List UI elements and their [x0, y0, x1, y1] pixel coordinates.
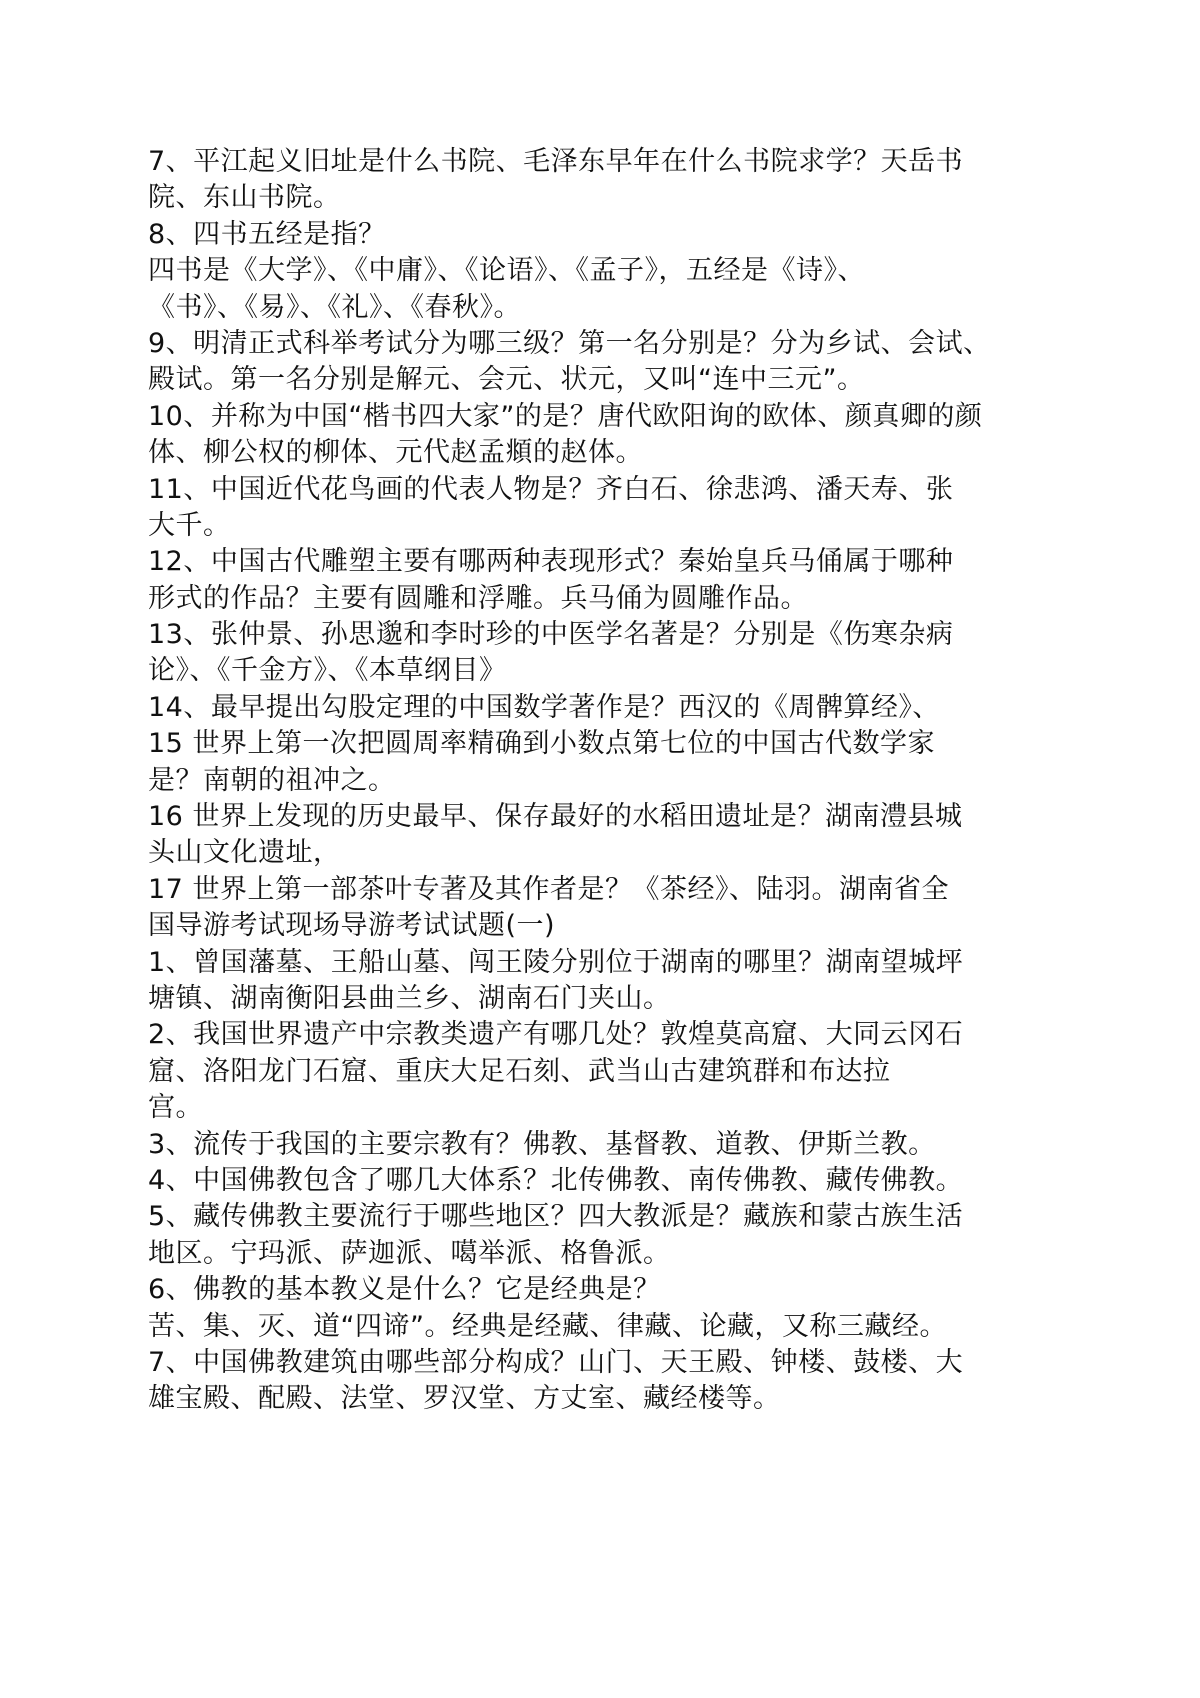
text-line: 苦、集、灭、道“四谛”。经典是经藏、律藏、论藏，又称三藏经。 — [148, 1310, 947, 1342]
text-line: 17 世界上第一部茶叶专著及其作者是？《茶经》、陆羽。湖南省全 — [148, 873, 949, 905]
text-line: 体、柳公权的柳体、元代赵孟頫的赵体。 — [148, 437, 643, 469]
text-line: 《书》、《易》、《礼》、《春秋》。 — [148, 291, 521, 323]
text-line: 院、东山书院。 — [148, 182, 341, 214]
text-line: 四书是《大学》、《中庸》、《论语》、《孟子》，五经是《诗》、 — [148, 255, 865, 287]
text-line: 1、曾国藩墓、王船山墓、闯王陵分别位于湖南的哪里？湖南望城坪 — [148, 946, 964, 978]
text-line: 塘镇、湖南衡阳县曲兰乡、湖南石门夹山。 — [148, 982, 671, 1014]
text-line: 形式的作品？主要有圆雕和浮雕。兵马俑为圆雕作品。 — [148, 582, 808, 614]
text-line: 雄宝殿、配殿、法堂、罗汉堂、方丈室、藏经楼等。 — [148, 1383, 781, 1415]
text-line: 13、张仲景、孙思邈和李时珍的中医学名著是？分别是《伤寒杂病 — [148, 619, 954, 651]
text-line: 是？南朝的祖冲之。 — [148, 764, 396, 796]
text-line: 大千。 — [148, 509, 231, 541]
text-line: 6、佛教的基本教义是什么？它是经典是？ — [148, 1274, 661, 1306]
text-line: 10、并称为中国“楷书四大家”的是？唐代欧阳询的欧体、颜真卿的颜 — [148, 400, 983, 432]
text-line: 14、最早提出勾股定理的中国数学著作是？西汉的《周髀算经》、 — [148, 691, 940, 723]
text-line: 殿试。第一名分别是解元、会元、状元，又叫“连中三元”。 — [148, 364, 865, 396]
text-line: 论》、《千金方》、《本草纲目》 — [148, 655, 507, 687]
text-line: 12、中国古代雕塑主要有哪两种表现形式？秦始皇兵马俑属于哪种 — [148, 546, 954, 578]
text-line: 7、中国佛教建筑由哪些部分构成？山门、天王殿、钟楼、鼓楼、大 — [148, 1346, 964, 1378]
text-line: 15 世界上第一次把圆周率精确到小数点第七位的中国古代数学家 — [148, 728, 935, 760]
text-line: 11、中国近代花鸟画的代表人物是？齐白石、徐悲鸿、潘天寿、张 — [148, 473, 954, 505]
text-line: 窟、洛阳龙门石窟、重庆大足石刻、武当山古建筑群和布达拉 — [148, 1055, 891, 1087]
text-line: 地区。宁玛派、萨迦派、噶举派、格鲁派。 — [148, 1237, 671, 1269]
text-line: 宫。 — [148, 1092, 203, 1124]
text-line: 4、中国佛教包含了哪几大体系？北传佛教、南传佛教、藏传佛教。 — [148, 1164, 964, 1196]
text-line: 9、明清正式科举考试分为哪三级？第一名分别是？分为乡试、会试、 — [148, 327, 991, 359]
text-line: 头山文化遗址， — [148, 837, 341, 869]
text-line: 16 世界上发现的历史最早、保存最好的水稻田遗址是？湖南澧县城 — [148, 801, 963, 833]
document-body — [148, 144, 1068, 1418]
text-line: 7、平江起义旧址是什么书院、毛泽东早年在什么书院求学？天岳书 — [148, 146, 964, 177]
text-line: 8、四书五经是指？ — [148, 218, 386, 250]
text-line: 5、藏传佛教主要流行于哪些地区？四大教派是？藏族和蒙古族生活 — [148, 1201, 964, 1233]
text-line: 3、流传于我国的主要宗教有？佛教、基督教、道教、伊斯兰教。 — [148, 1128, 936, 1160]
text-line: 国导游考试现场导游考试试题(一) — [148, 910, 556, 942]
text-line: 2、我国世界遗产中宗教类遗产有哪几处？敦煌莫高窟、大同云冈石 — [148, 1019, 964, 1051]
